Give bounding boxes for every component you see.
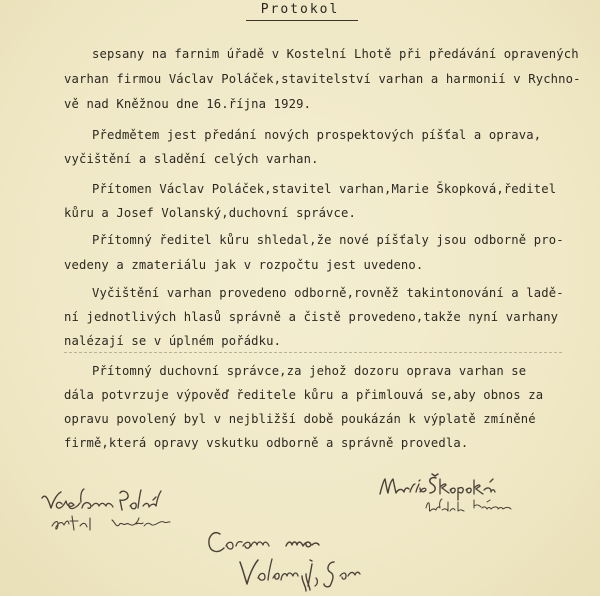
text-line: Vyčištění varhan provedeno odborně,rovněž takintonování a ladě-: [92, 286, 564, 300]
text-line: Přítomný duchovní správce,za jehož dozoru oprava varhan se: [92, 364, 527, 378]
signature-skopkova: [376, 474, 526, 524]
text-line: Přítomen Václav Poláček,stavitel varhan,Marie Škopková,ředitel: [92, 182, 557, 196]
text-line: dála potvrzuje výpověď ředitele kůru a přimlouvá se,aby obnos za: [64, 388, 544, 402]
document-title: Protokol: [260, 2, 340, 17]
text-line: vě nad Kněžnou dne 16.října 1929.: [64, 97, 312, 111]
text-line: nalézají se v úplném pořádku.: [64, 334, 282, 348]
signature-volansky: [236, 556, 376, 594]
text-line: kůru a Josef Volanský,duchovní správce.: [64, 206, 357, 220]
signature-polacek: [40, 488, 190, 538]
text-line: firmě,která opravy vskutku odborně a správně provedla.: [64, 436, 469, 450]
text-line: vedeny a zmateriálu jak v rozpočtu jest uvedeno.: [64, 258, 424, 272]
text-line: ní jednotlivých hlasů správně a čistě provedeno,takže nyní varhany: [64, 310, 559, 324]
text-line: Předmětem jest předání nových prospektových píšťal a oprava,: [92, 128, 542, 142]
text-line: varhan firmou Václav Poláček,stavitelství varhan a harmonií v Rychno-: [64, 72, 581, 86]
faint-rule: [64, 352, 562, 353]
text-line: opravu povolený byl v nejbližší době poukázán k výplatě zmíněné: [64, 412, 536, 426]
text-line: sepsany na farnim úřadě v Kostelní Lhotě při předávání opravených: [92, 47, 579, 61]
text-line: Přítomný ředitel kůru shledal,že nové píšťaly jsou odborně pro-: [92, 233, 564, 247]
text-line: vyčištění a sladění celých varhan.: [64, 152, 319, 166]
title-underline: [246, 20, 358, 21]
